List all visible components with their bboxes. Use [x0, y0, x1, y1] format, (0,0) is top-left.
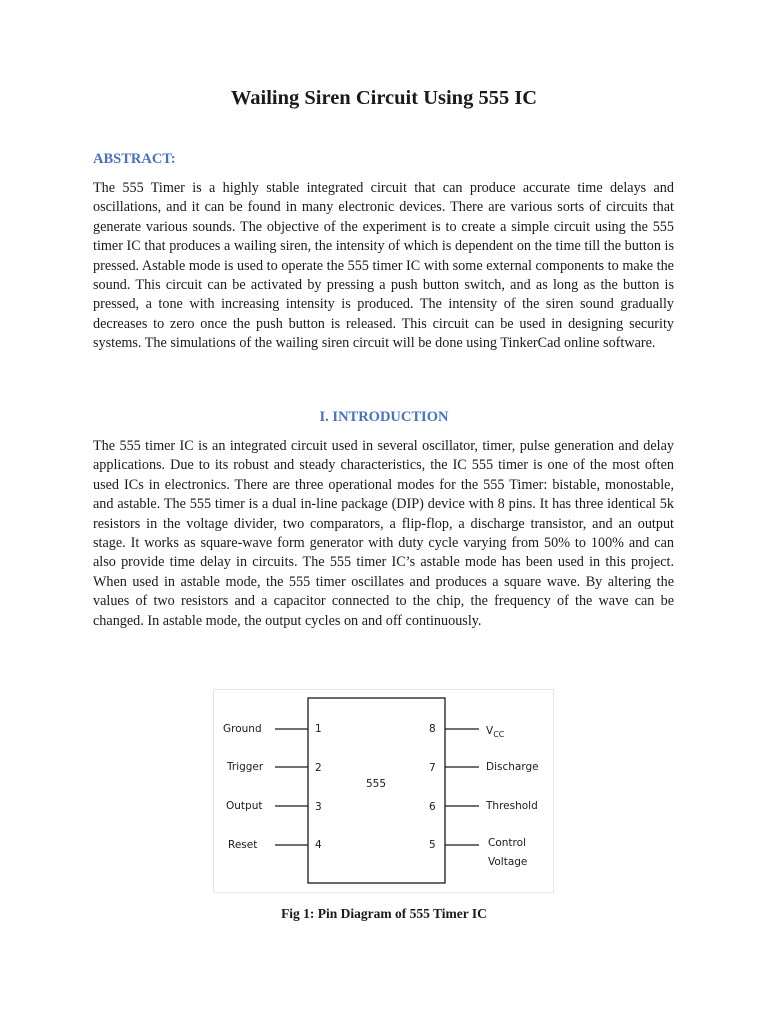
pin-6-number: 6: [429, 801, 436, 813]
pin-5-name-line2: Voltage: [488, 856, 528, 868]
page-title: Wailing Siren Circuit Using 555 IC: [230, 87, 538, 109]
pin-4-number: 4: [315, 839, 322, 851]
introduction-paragraph: The 555 timer IC is an integrated circuit used in several oscillator, timer, pulse generation and delay applications. Due to its robust and steady characteristics, the IC 555 timer is one of the most often used ICs in electronics. There are three operational modes for the 555 Timer: bistable, monostable, and astable. The 555 timer is a dual in-line package (DIP) device with 8 pins. It has three identical 5k resistors in the voltage divider, two comparators, a flip-flop, a discharge transistor, and an output stage. It works as square-wave form generator with duty cycle varying from 50% to 100% and can also provide time delay in circuits. The 555 timer IC’s astable mode has been used in this project. When used in astable mode, the 555 timer oscillates and produces a square wave. By altering the values of two resistors and a capacitor connected to the chip, the frequency of the wave can be changed. In astable mode, the output cycles on and off continuously.: [93, 438, 674, 629]
pin-5-number: 5: [429, 839, 436, 851]
pin-1-number: 1: [315, 723, 322, 735]
abstract-paragraph: The 555 Timer is a highly stable integrated circuit that can produce accurate time delays and oscillations, and it can be found in many electronic devices. There are various sorts of circuits that generate various sounds. The objective of the experiment is to create a simple circuit using the 555 timer IC that produces a wailing siren, the intensity of which is dependent on the time till the button is pressed. Astable mode is used to operate the 555 timer IC with some external components to make the sound. This circuit can be activated by pressing a push button switch, and as long as the button is pressed, a tone with increasing intensity is produced. The intensity of the siren sound gradually decreases to zero once the push button is released. This circuit can be used in designing security systems. The simulations of the wailing siren circuit will be done using TinkerCad online software.: [93, 180, 674, 352]
pin-3-name: Output: [226, 800, 263, 812]
pin-2-name: Trigger: [227, 761, 264, 773]
pin-1-name: Ground: [223, 723, 262, 735]
pin-diagram-figure: [213, 689, 554, 893]
pin-7-number: 7: [429, 762, 436, 774]
chip-label: 555: [365, 778, 387, 790]
pin-8-name: $V_{CC}$: [486, 725, 505, 739]
pin-2-number: 2: [315, 762, 322, 774]
introduction-heading: I. INTRODUCTION: [319, 409, 449, 425]
pin-8-number: 8: [429, 723, 436, 735]
pin-diagram: [213, 689, 554, 893]
pin-7-name: Discharge: [486, 761, 539, 773]
pin-3-number: 3: [315, 801, 322, 813]
figure-caption: Fig 1: Pin Diagram of 555 Timer IC: [281, 906, 487, 921]
pin-4-name: Reset: [228, 839, 258, 851]
ic-chip-body: [308, 698, 445, 883]
pin-6-name: Threshold: [486, 800, 538, 812]
abstract-heading: ABSTRACT:: [93, 151, 176, 167]
pin-5-name: Control: [488, 837, 526, 849]
